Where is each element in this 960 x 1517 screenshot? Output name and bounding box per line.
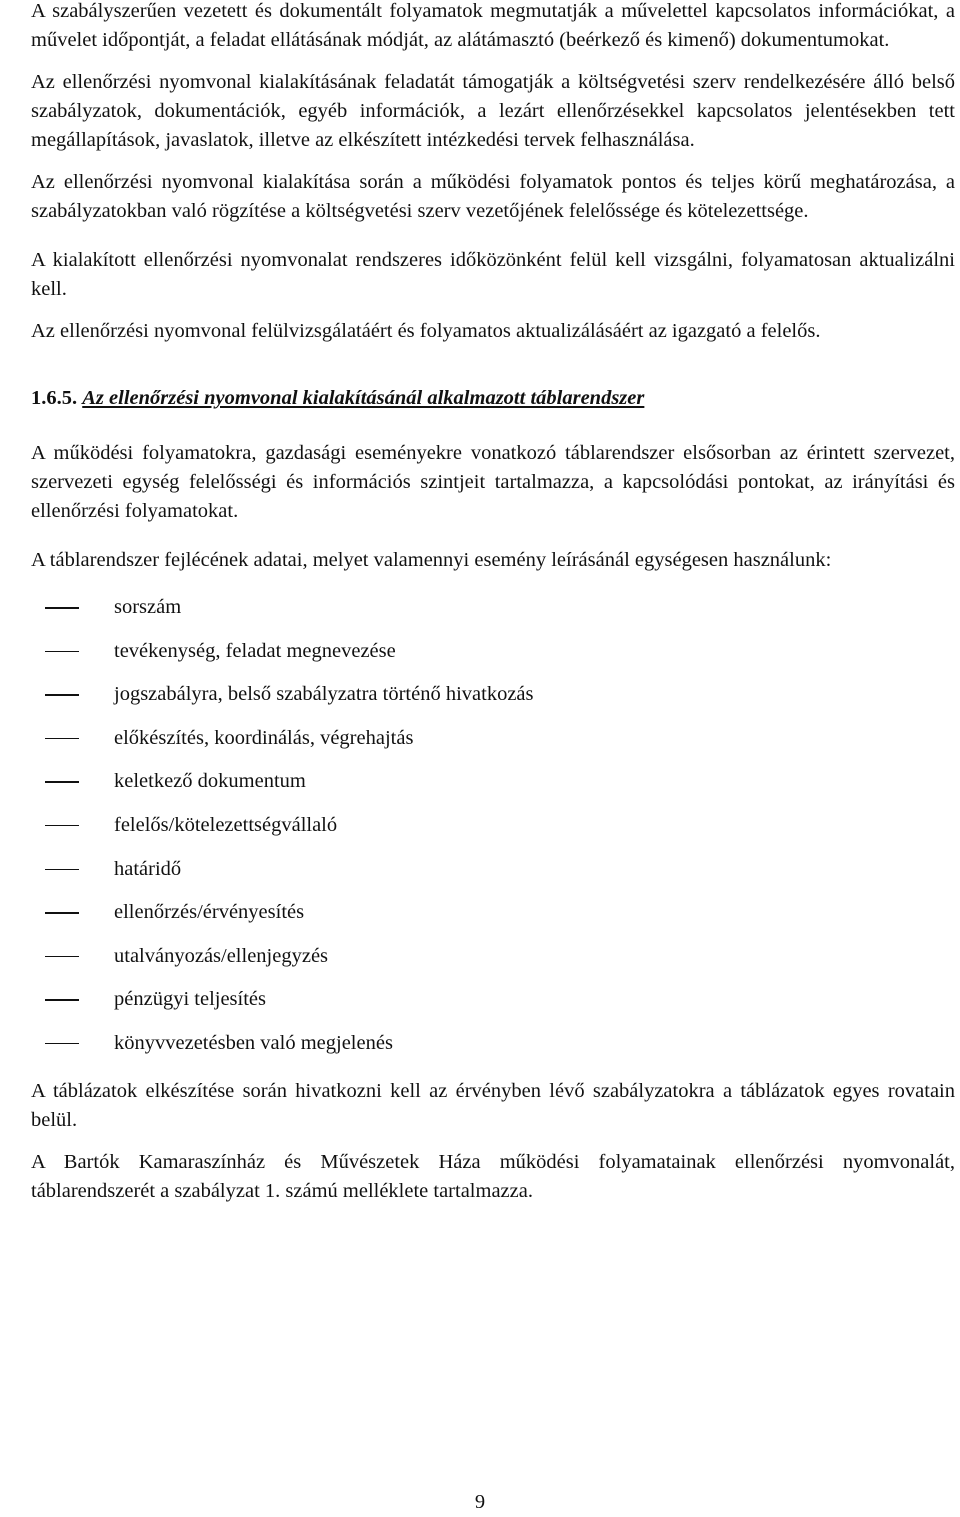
dash-bullet-icon bbox=[45, 869, 79, 871]
paragraph-table-references: A táblázatok elkészítése során hivatkozni kell az érvényben lévő szabályzatokra a táblázatok egyes rovatain belül. bbox=[31, 1079, 955, 1131]
dash-bullet-icon bbox=[45, 651, 79, 653]
section-number: 1.6.5. bbox=[31, 387, 78, 409]
section-title: Az ellenőrzési nyomvonal kialakításánál alkalmazott táblarendszer bbox=[82, 387, 645, 409]
dash-bullet-icon bbox=[45, 694, 79, 696]
dash-bullet-icon bbox=[45, 956, 79, 958]
dash-bullet-icon bbox=[45, 1043, 79, 1045]
section-heading bbox=[31, 384, 955, 413]
list-item: pénzügyi teljesítés bbox=[31, 985, 955, 1029]
dash-bullet-icon bbox=[45, 607, 79, 609]
paragraph-audit-trail-responsibility: Az ellenőrzési nyomvonal kialakítása során a működési folyamatok pontos és teljes körű meghatározása, a szabályzatokban való rögzítése a költségvetési szerv vezetőjének felelőssége és kötelezettsége. bbox=[31, 171, 955, 222]
list-item: tevékenység, feladat megnevezése bbox=[31, 637, 955, 681]
list-item: sorszám bbox=[31, 593, 955, 637]
paragraph-documented-processes: A szabályszerűen vezetett és dokumentált folyamatok megmutatják a művelettel kapcsolatos információkat, a művelet időpontját, a feladat ellátásának módját, az alátámasztó (beérkező és kimenő) dokumentumokat. bbox=[31, 0, 955, 51]
table-header-fields-list bbox=[31, 593, 955, 1073]
list-item: előkészítés, koordinálás, végrehajtás bbox=[31, 724, 955, 768]
paragraph-audit-trail-review: A kialakított ellenőrzési nyomvonalat rendszeres időközönként felül kell vizsgálni, folyamatosan aktualizálni kell. bbox=[31, 249, 955, 300]
list-item: felelős/kötelezettségvállaló bbox=[31, 811, 955, 855]
dash-bullet-icon bbox=[45, 738, 79, 740]
list-item: keletkező dokumentum bbox=[31, 767, 955, 811]
list-item: könyvvezetésben való megjelenés bbox=[31, 1029, 955, 1073]
paragraph-table-header-intro: A táblarendszer fejlécének adatai, melyet valamennyi esemény leírásánál egységesen használunk: bbox=[31, 549, 832, 571]
list-item: határidő bbox=[31, 855, 955, 899]
document-page bbox=[31, 0, 955, 1206]
page-number: 9 bbox=[474, 1491, 486, 1513]
dash-bullet-icon bbox=[45, 912, 79, 914]
dash-bullet-icon bbox=[45, 825, 79, 827]
dash-bullet-icon bbox=[45, 781, 79, 783]
paragraph-table-system: A működési folyamatokra, gazdasági eseményekre vonatkozó táblarendszer elsősorban az érintett szervezet, szervezeti egység felelősségi és információs szintjeit tartalmazza, a kapcsolódási pontokat, az irányítási és ellenőrzési folyamatokat. bbox=[31, 442, 955, 522]
list-item: jogszabályra, belső szabályzatra történő hivatkozás bbox=[31, 680, 955, 724]
paragraph-annex-reference: A Bartók Kamaraszínház és Művészetek Háza működési folyamatainak ellenőrzési nyomvonalát, táblarendszerét a szabályzat 1. számú melléklete tartalmazza. bbox=[31, 1150, 955, 1202]
list-item: ellenőrzés/érvényesítés bbox=[31, 898, 955, 942]
dash-bullet-icon bbox=[45, 999, 79, 1001]
paragraph-audit-trail-support: Az ellenőrzési nyomvonal kialakításának feladatát támogatják a költségvetési szerv rendelkezésére álló belső szabályzatok, dokumentációk, egyéb információk, a lezárt ellenőrzésekkel kapcsolatos jelentésekben tett megállapítások, javaslatok, illetve az elkészített intézkedési tervek felhasználása. bbox=[31, 71, 955, 151]
paragraph-director-responsibility: Az ellenőrzési nyomvonal felülvizsgálatáért és folyamatos aktualizálásáért az igazgató a felelős. bbox=[31, 320, 821, 342]
list-item: utalványozás/ellenjegyzés bbox=[31, 942, 955, 986]
